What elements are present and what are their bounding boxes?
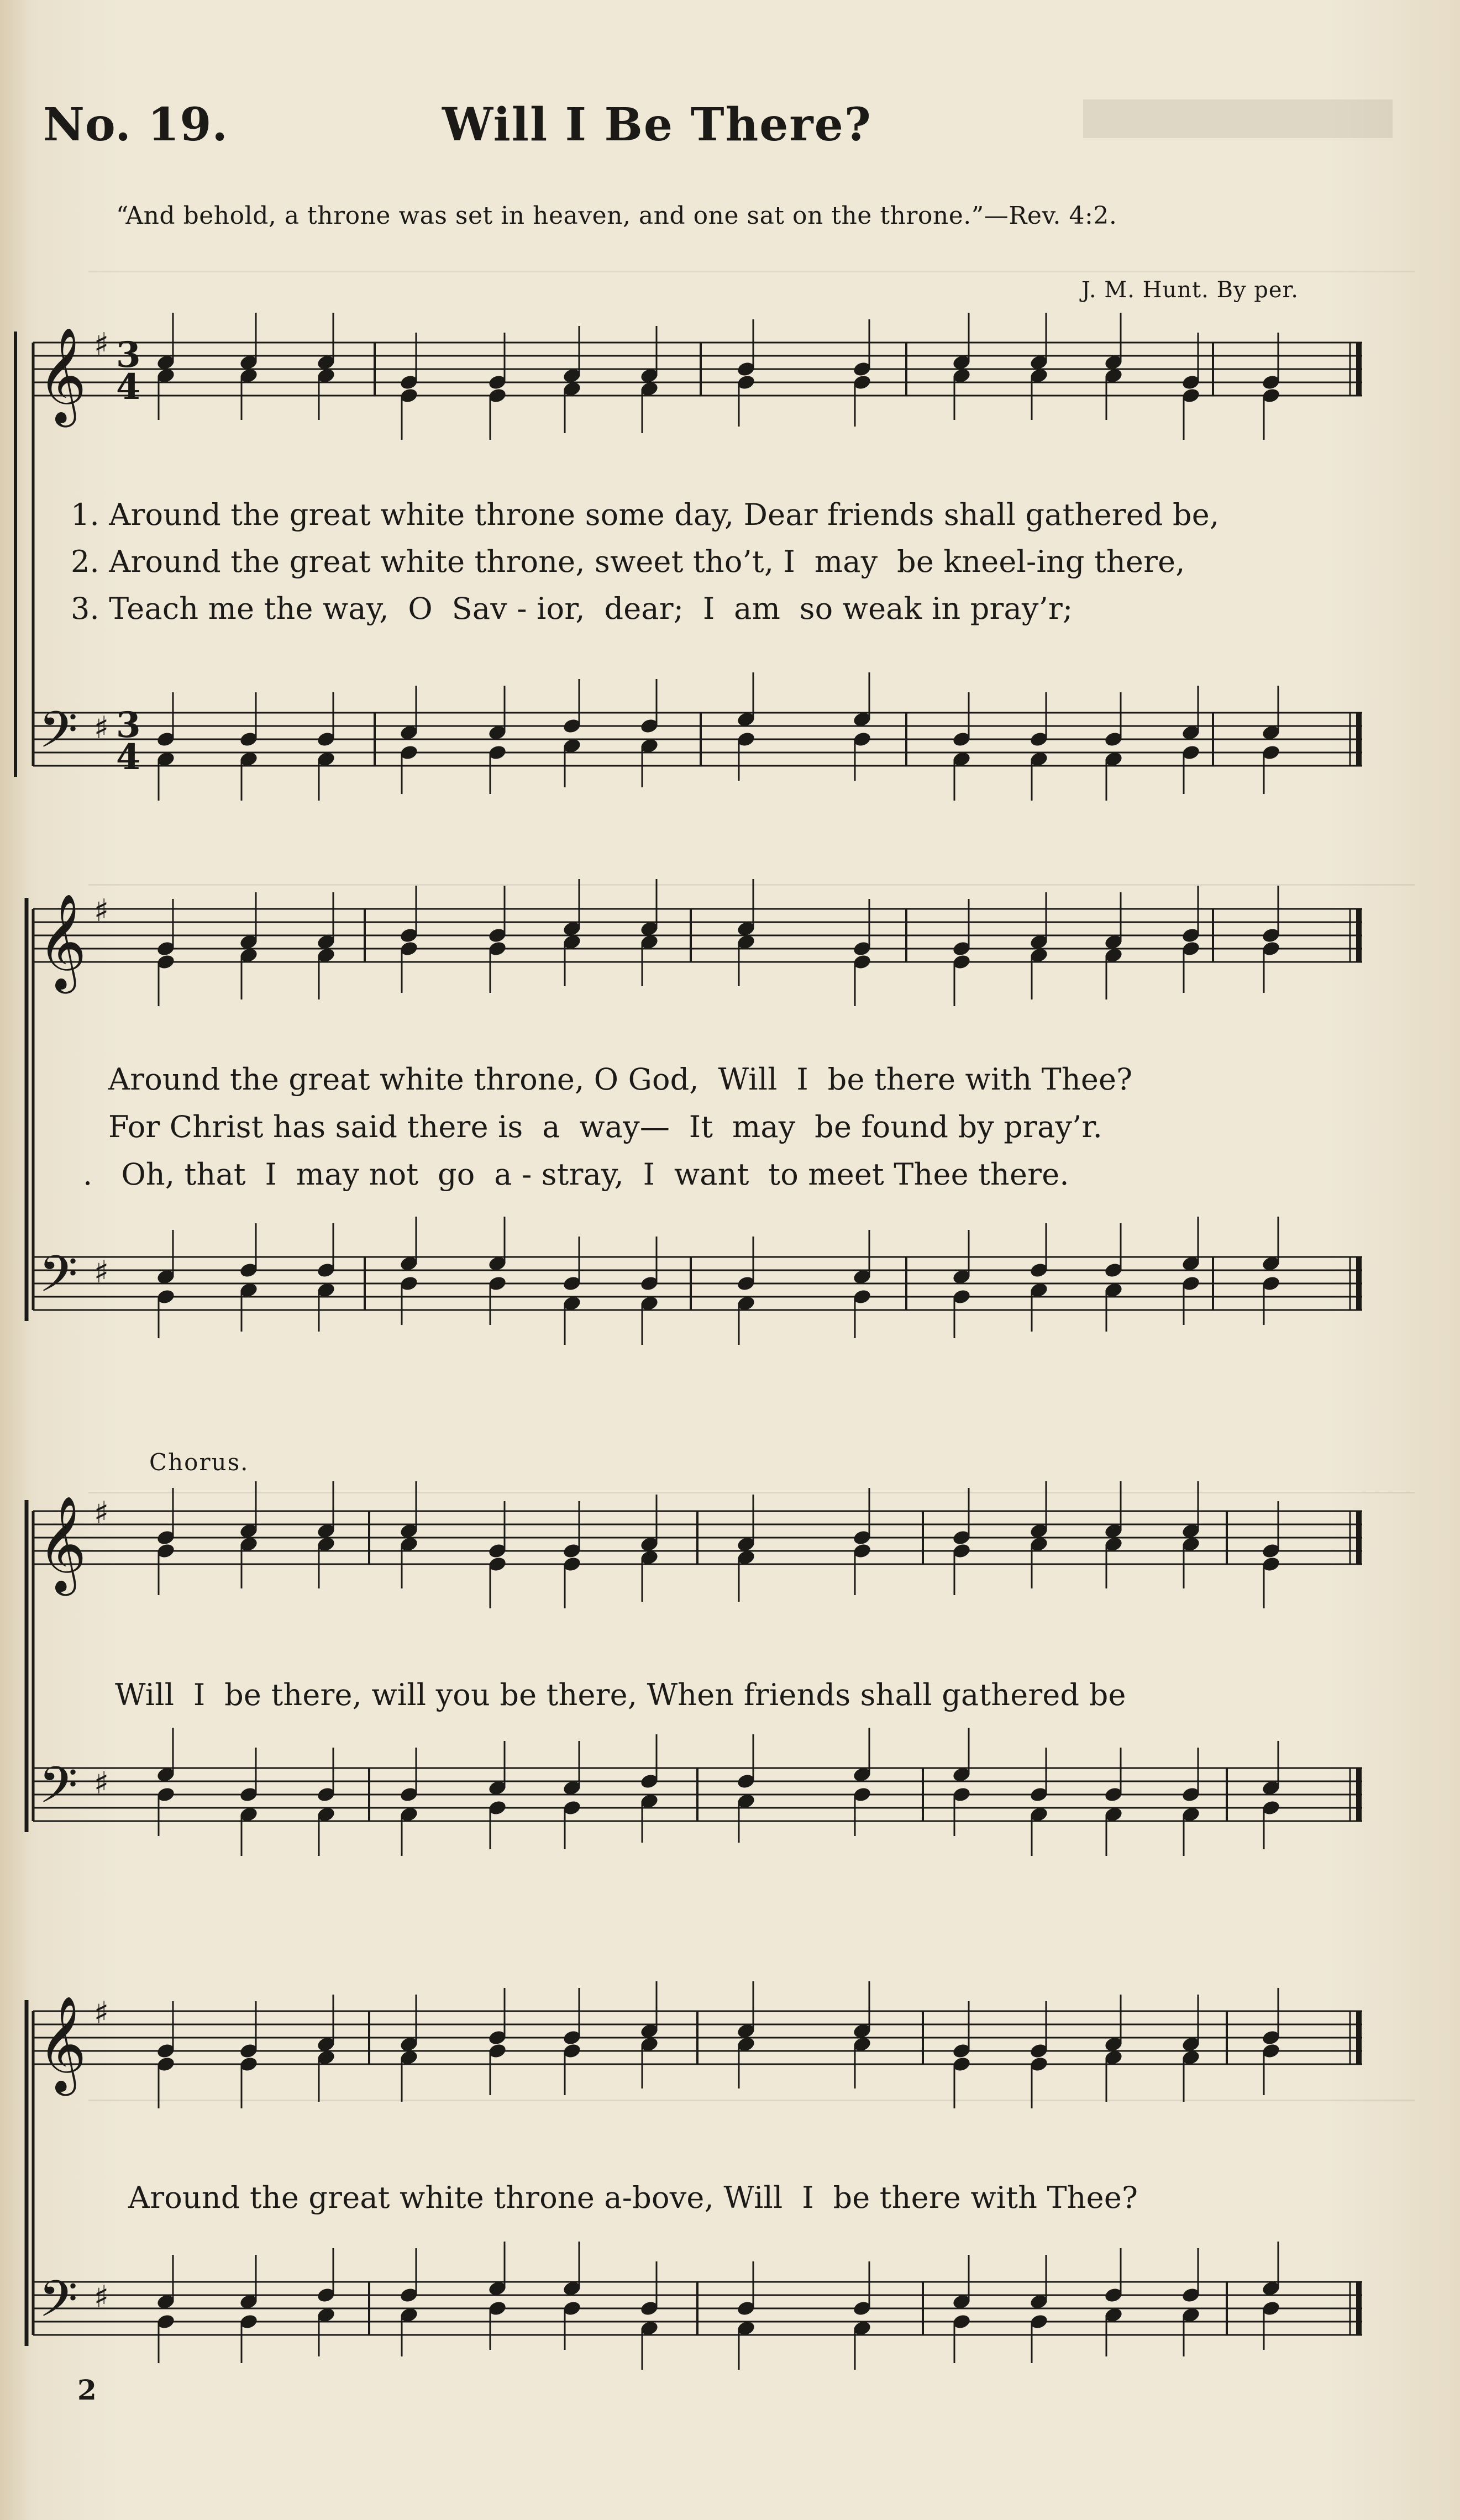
hymn-number: No. 19. (43, 98, 228, 151)
verse-1-line-b: Around the great white throne, O God, Will I be there with Thee? (108, 1062, 1133, 1097)
scripture-quote: “And behold, a throne was set in heaven, and one sat on the throne.”—Rev. 4:2. (116, 202, 1117, 230)
chorus-lyric-1: Will I be there, will you be there, When friends shall gathered be (115, 1677, 1126, 1712)
time-signature-top: 3 (116, 704, 141, 746)
sharp-icon: ♯ (94, 2279, 109, 2315)
verse-1-line-a: 1. Around the great white throne some day, Dear friends shall gathered be, (71, 497, 1220, 532)
sharp-icon: ♯ (94, 1995, 109, 2031)
verse-3-line-a: 3. Teach me the way, O Sav - ior, dear; I am so weak in pray’r; (71, 591, 1073, 626)
time-signature-bottom: 4 (116, 366, 141, 408)
bass-clef-icon: 𝄢 (39, 701, 78, 771)
time-signature-top: 3 (116, 334, 141, 376)
treble-clef-icon: 𝄞 (38, 893, 87, 990)
treble-clef-icon: 𝄞 (38, 1996, 87, 2092)
sharp-icon: ♯ (94, 1254, 109, 1290)
verse-2-line-a: 2. Around the great white throne, sweet tho’t, I may be kneel-ing there, (71, 544, 1185, 579)
sharp-icon: ♯ (94, 327, 109, 362)
sharp-icon: ♯ (94, 1495, 109, 1531)
chorus-label: Chorus. (149, 1449, 249, 1476)
sharp-icon: ♯ (94, 710, 109, 746)
chorus-lyric-2: Around the great white throne a-bove, Will I be there with Thee? (128, 2180, 1138, 2215)
composer-credit: J. M. Hunt. By per. (1081, 277, 1299, 303)
verse-3-line-b: . Oh, that I may not go a - stray, I want to meet Thee there. (83, 1157, 1069, 1192)
treble-clef-icon: 𝄞 (38, 327, 87, 423)
page-number: 2 (77, 2374, 97, 2406)
sharp-icon: ♯ (94, 893, 109, 929)
bass-clef-icon: 𝄢 (39, 2270, 78, 2340)
time-signature-bottom: 4 (116, 736, 141, 778)
treble-clef-icon: 𝄞 (38, 1496, 87, 1592)
hymn-title: Will I Be There? (442, 98, 872, 151)
verse-2-line-b: For Christ has said there is a way— It may be found by pray’r. (108, 1109, 1102, 1144)
bass-clef-icon: 𝄢 (39, 1756, 78, 1827)
bass-clef-icon: 𝄢 (39, 1245, 78, 1316)
sharp-icon: ♯ (94, 1765, 109, 1801)
